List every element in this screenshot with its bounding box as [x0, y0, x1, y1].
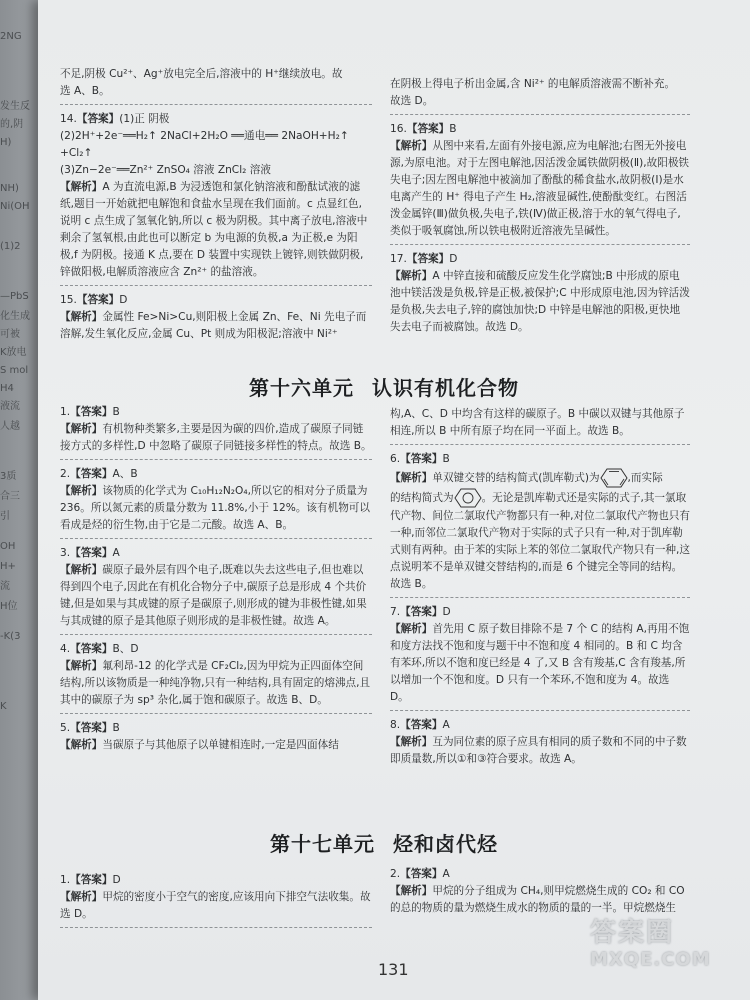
divider	[60, 713, 372, 714]
divider	[60, 538, 372, 539]
answer-text: A	[112, 547, 120, 559]
text-line: 在阴极上得电子析出金属,含 Ni²⁺ 的电解质溶液需不断补充。	[390, 78, 676, 90]
unit-title: 认识有机化合物	[372, 376, 519, 400]
edge-fragment: 引	[0, 511, 10, 522]
answer-tag: 【答案】	[70, 468, 113, 480]
question-14	[60, 111, 372, 281]
unit17-left-column	[60, 872, 372, 934]
question-2	[390, 866, 690, 917]
watermark-url: MXQE.COM	[590, 949, 711, 970]
answer-text: B、D	[112, 643, 139, 655]
answer-text: B	[112, 722, 120, 734]
question-number: 16.	[390, 123, 407, 135]
analysis-text: 有机物种类繁多,主要是因为碳的四价,造成了碳原子同链接方式的多样性,D 中忽略了碳原子同链接多样性的特点。故选 B。	[60, 423, 372, 452]
analysis-text: A 中锌直接和硫酸反应发生化学腐蚀;B 中形成的原电池中镁活泼是负极,锌是正极,被保护;C 中形成原电池,因为锌活泼是负极,失去电子,锌的腐蚀加快;D 中锌是电解池的阳极,更快地失去电子而被腐蚀。故选 D。	[390, 270, 690, 333]
edge-fragment: 2NG	[0, 31, 22, 42]
analysis-tag: 【解析】	[60, 423, 103, 435]
edge-fragment: K	[0, 701, 7, 712]
analysis-tag: 【解析】	[390, 623, 433, 635]
analysis-tag: 【解析】	[60, 564, 103, 576]
edge-fragment: NH)	[0, 183, 19, 194]
analysis-tag: 【解析】	[390, 736, 433, 748]
question-4	[60, 641, 372, 709]
question-7	[390, 604, 690, 706]
edge-fragment: 合三	[0, 491, 20, 502]
edge-fragment: 人越	[0, 421, 20, 432]
unit-title: 烃和卤代烃	[393, 832, 498, 856]
watermark-text: 答案圈	[590, 918, 675, 948]
question-number: 1.	[60, 874, 71, 886]
analysis-tag: 【解析】	[390, 472, 433, 484]
answer-tag: 【答案】	[70, 406, 113, 418]
answer-tag: 【答案】	[400, 453, 443, 465]
text-line: 不足,阴极 Cu²⁺、Ag⁺放电完全后,溶液中的 H⁺继续放电。故	[60, 68, 343, 80]
question-6	[390, 451, 690, 593]
benzene-ring-icon	[454, 488, 482, 508]
edge-fragment: OH	[0, 541, 16, 552]
unit-16-heading	[78, 372, 690, 401]
edge-fragment: —PbS	[0, 291, 29, 302]
answer-text: B	[442, 453, 450, 465]
analysis-text: 。无论是凯库勒式还是实际的式子,其一氯取代产物、间位二氯取代产物都只有一种,对位二氯取代产物也只有一种,而邻位二氯取代产物对于实际的式子只有一种,对于凯库勒式则有两种。由于苯的实际上苯的邻位二氯取代产物只有一种,这点说明苯不是单双键交替结构的,而是 6 个键完全等同的结构。故选 B。	[390, 492, 690, 590]
divider	[60, 104, 372, 105]
question-16	[390, 121, 690, 240]
question-number: 15.	[60, 294, 77, 306]
question-number: 6.	[390, 453, 401, 465]
text-line: 故选 D。	[390, 95, 434, 107]
question-17	[390, 251, 690, 336]
question-number: 1.	[60, 406, 71, 418]
question-3	[60, 545, 372, 630]
question-13-tail	[60, 66, 372, 100]
question-number: 7.	[390, 606, 401, 618]
divider	[60, 285, 372, 286]
question-8	[390, 717, 690, 768]
answer-tag: 【答案】	[76, 294, 120, 306]
answer-tag: 【答案】	[70, 874, 113, 886]
edge-fragment: 可被	[0, 329, 20, 340]
edge-fragment: 流	[0, 581, 10, 592]
edge-fragment: 液流	[0, 401, 20, 412]
answer-tag: 【答案】	[400, 606, 443, 618]
answer-tag: 【答案】	[400, 868, 443, 880]
answer-text: D	[112, 874, 121, 886]
equation-line: (2)2H⁺+2e⁻══H₂↑ 2NaCl+2H₂O ══通电══ 2NaOH+H₂↑	[60, 130, 349, 142]
answer-tag: 【答案】	[70, 547, 113, 559]
edge-fragment: H位	[0, 601, 18, 612]
edge-fragment: 的,阴	[0, 119, 24, 130]
analysis-text: A 为直流电源,B 为浸透饱和氯化钠溶液和酚酞试液的滤纸,题目一开始就把电解饱和食盐水呈现在我们面前。c 点显红色,说明 c 点生成了氢氧化钠,所以 c 极为阴极。其中离子放电,溶液中剩余了氢氧根,由此也可以断定 b 为电源的负极,a 为正极,e 为阳极,f 为阴极。接通 K 点,要在 D 装置中实现铁上镀锌,则铁做阴极,锌做阳极,电解质溶液应含 Zn²⁺ 的盐溶液。	[60, 181, 368, 278]
question-1	[60, 404, 372, 455]
edge-fragment: K放电	[0, 347, 27, 358]
analysis-text: 甲烷的密度小于空气的密度,应该用向下排空气法收集。故选 D。	[60, 891, 371, 920]
answer-text: B	[112, 406, 120, 418]
answer-tag: 【答案】	[400, 719, 443, 731]
edge-fragment: H)	[0, 137, 12, 148]
divider	[390, 114, 690, 115]
analysis-text: 单双键交替的结构简式(凯库勒式)为	[432, 472, 600, 484]
watermark-logo	[590, 912, 720, 992]
question-1	[60, 872, 372, 923]
answer-text: A、B	[112, 468, 138, 480]
analysis-tag: 【解析】	[60, 181, 103, 193]
answer-text: (1)正 阴极	[119, 113, 170, 125]
question-5	[60, 720, 372, 754]
question-number: 4.	[60, 643, 71, 655]
edge-fragment: 化生成	[0, 311, 30, 322]
answer-tag: 【答案】	[406, 253, 450, 265]
edge-fragment: 发生反	[0, 101, 30, 112]
equation-line: +Cl₂↑	[60, 147, 93, 159]
analysis-tag: 【解析】	[390, 885, 433, 897]
unit-number: 第十七单元	[270, 832, 375, 856]
top-left-column	[60, 66, 372, 346]
divider	[60, 634, 372, 635]
analysis-text: 当碳原子与其他原子以单键相连时,一定是四面体结	[102, 739, 339, 751]
answer-page	[38, 0, 750, 1000]
analysis-tag: 【解析】	[60, 311, 103, 323]
question-15	[60, 292, 372, 343]
analysis-text: 氟利昂-12 的化学式是 CF₂Cl₂,因为甲烷为正四面体空间结构,所以该物质是一种纯净物,只有一种结构,具有固定的熔沸点,且其中的碳原子为 sp³ 杂化,属于饱和碳原子。故选 B、D。	[60, 660, 371, 706]
analysis-tag: 【解析】	[60, 891, 103, 903]
divider	[60, 459, 372, 460]
question-number: 14.	[60, 113, 77, 125]
answer-text: D	[119, 294, 128, 306]
answer-text: A	[442, 868, 450, 880]
analysis-text: 从图中来看,左面有外接电源,应为电解池;右图无外接电源,为原电池。对于左图电解池,因活泼金属铁做阴极(Ⅱ),故阳极铁失电子;因左图电解池中被滴加了酚酞的稀食盐水,故阴极(Ⅰ)是水电离产生的 H⁺ 得电子产生 H₂,溶液显碱性,使酚酞变红。右图活泼金属锌(Ⅲ)做负极,失电子,铁(Ⅳ)做正极,溶于水的氧气得电子,类似于吸氧腐蚀,所以铁电极附近溶液先呈碱性。	[390, 140, 690, 237]
unit-17-heading	[78, 828, 690, 857]
edge-fragment: -K(3	[0, 631, 21, 642]
answer-tag: 【答案】	[406, 123, 450, 135]
unit-number: 第十六单元	[249, 376, 354, 400]
text-line: 选 A、B。	[60, 85, 110, 97]
equation-line: (3)Zn−2e⁻══Zn²⁺ ZnSO₄ 溶液 ZnCl₂ 溶液	[60, 164, 271, 176]
kekule-benzene-icon	[600, 468, 628, 488]
analysis-tag: 【解析】	[60, 739, 103, 751]
question-5-tail	[390, 406, 690, 440]
text-line: 构,A、C、D 中均含有这样的碳原子。B 中碳以双键与其他原子	[390, 408, 685, 420]
edge-fragment: 3质	[0, 471, 17, 482]
divider	[60, 927, 372, 928]
answer-text: B	[449, 123, 457, 135]
answer-text: D	[449, 253, 458, 265]
divider	[390, 444, 690, 445]
question-number: 3.	[60, 547, 71, 559]
analysis-text: 互为同位素的原子应具有相同的质子数和不同的中子数即质量数,所以①和③符合要求。故选 A。	[390, 736, 687, 765]
text-line: 相连,所以 B 中所有原子均在同一平面上。故选 B。	[390, 425, 630, 437]
top-right-column	[390, 76, 690, 339]
page-number: 131	[378, 960, 409, 979]
analysis-text: 金属性 Fe>Ni>Cu,则阳极上金属 Zn、Fe、Ni 先电子而溶解,发生氧化反应,金属 Cu、Pt 则成为阳极泥;溶液中 Ni²⁺	[60, 311, 367, 340]
question-number: 5.	[60, 722, 71, 734]
unit16-right-column	[390, 406, 690, 771]
answer-tag: 【答案】	[70, 643, 113, 655]
unit16-left-column	[60, 404, 372, 757]
analysis-text: 甲烷的分子组成为 CH₄,则甲烷燃烧生成的 CO₂ 和 CO 的总的物质的量为燃烧生成水的物质的量的一半。甲烷燃烧生	[390, 885, 685, 914]
analysis-tag: 【解析】	[60, 660, 103, 672]
analysis-text: ,而实际	[627, 472, 663, 484]
analysis-tag: 【解析】	[390, 140, 433, 152]
edge-fragment: H4	[0, 383, 14, 394]
divider	[390, 710, 690, 711]
question-2	[60, 466, 372, 534]
analysis-text: 该物质的化学式为 C₁₀H₁₂N₂O₄,所以它的相对分子质量为 236。所以氮元素的质量分数为 11.8%,小于 12%。该有机物可以看成是烃的衍生物,由于它是二元酸。故选 A、B。	[60, 485, 370, 531]
question-number: 8.	[390, 719, 401, 731]
question-number: 2.	[390, 868, 401, 880]
edge-fragment: H+	[0, 561, 16, 572]
divider	[390, 597, 690, 598]
edge-fragment: S mol	[0, 365, 29, 376]
question-15-tail	[390, 76, 690, 110]
analysis-tag: 【解析】	[60, 485, 103, 497]
edge-fragment: (1)2	[0, 241, 21, 252]
answer-tag: 【答案】	[70, 722, 113, 734]
analysis-text: 首先用 C 原子数目排除不是 7 个 C 的结构 A,再用不饱和度方法找不饱和度与题干中不饱和度 4 相同的。B 和 C 均含有苯环,所以不饱和度已经是 4 了,又 B 含有羧基,C 含有羧基,所以增加一个不饱和度。D 只有一个苯环,不饱和度为 4。故选 D。	[390, 623, 690, 703]
answer-text: D	[442, 606, 451, 618]
analysis-tag: 【解析】	[390, 270, 433, 282]
divider	[390, 244, 690, 245]
analysis-text: 碳原子最外层有四个电子,既难以失去这些电子,但也难以得到四个电子,因此在有机化合物分子中,碳原子总是形成 4 个共价键,但是如果与其成键的原子是碳原子,则形成的键为非极性键,如果与其成键的原子是其他原子则形成的是非极性键。故选 A。	[60, 564, 367, 627]
analysis-text: 的结构简式为	[390, 492, 454, 504]
answer-tag: 【答案】	[76, 113, 120, 125]
question-number: 17.	[390, 253, 407, 265]
question-number: 2.	[60, 468, 71, 480]
answer-text: A	[442, 719, 450, 731]
edge-fragment: Ni(OH	[0, 201, 30, 212]
